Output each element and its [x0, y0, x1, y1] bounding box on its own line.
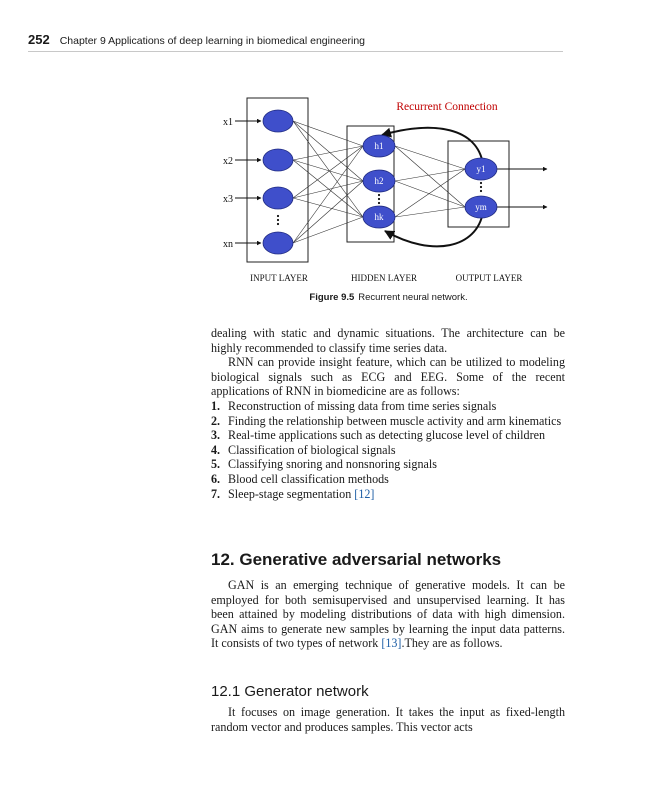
list-item: 2. Finding the relationship between muscle activity and arm kinematics	[211, 413, 562, 428]
recurrent-curve-bottom	[385, 212, 483, 246]
intro-text	[211, 326, 565, 501]
input-hidden-connections	[293, 121, 363, 243]
figure-caption-text: Recurrent neural network.	[358, 292, 468, 303]
generator-text	[211, 705, 565, 734]
recurrent-connection-label: Recurrent Connection	[396, 101, 498, 113]
generator-paragraph: It focuses on image generation. It takes the input as fixed-length random vector and produces samples. This vector acts	[211, 705, 565, 734]
rnn-diagram	[195, 88, 555, 288]
citation-link-13[interactable]: [13]	[381, 636, 402, 651]
output-label-y1: y1	[476, 164, 486, 174]
running-head	[28, 32, 563, 52]
output-arrows	[495, 169, 547, 207]
hidden-output-connections	[395, 146, 465, 217]
figure-caption	[211, 292, 566, 303]
output-label-ym: ym	[475, 202, 487, 212]
rnn-figure	[195, 88, 555, 288]
hidden-label-h1: h1	[374, 141, 384, 151]
layer-label-input: INPUT LAYER	[250, 273, 308, 283]
gan-paragraph: GAN is an emerging technique of generative models. It can be employed for both semisupervised and unsupervised learning. It has been attained by modeling distributions of data with high dimension. GAN aims to generate new samples by learning the input data patterns. It consists of two types of network [13].They are as follows.	[211, 578, 565, 651]
list-item: 7. Sleep-stage segmentation [12]	[211, 486, 375, 501]
layer-label-hidden: HIDDEN LAYER	[351, 273, 417, 283]
subsection-heading-generator: 12.1 Generator network	[211, 683, 369, 700]
input-arrows	[235, 121, 261, 243]
section-heading-gan: 12. Generative adversarial networks	[211, 550, 502, 569]
intro-paragraph-1: dealing with static and dynamic situations. The architecture can be highly recommended to classify time series data.	[211, 326, 565, 355]
figure-caption-label: Figure 9.5	[309, 292, 355, 303]
layer-label-output: OUTPUT LAYER	[455, 273, 523, 283]
list-item: 3. Real-time applications such as detecting glucose level of children	[211, 428, 546, 443]
applications-list	[211, 399, 565, 501]
list-item: 5. Classifying snoring and nonsnoring signals	[211, 457, 437, 472]
list-item: 4. Classification of biological signals	[211, 442, 396, 457]
chapter-title: Chapter 9 Applications of deep learning in biomedical engineering	[59, 35, 365, 47]
gan-text	[211, 578, 565, 651]
list-item: 1. Reconstruction of missing data from time series signals	[211, 398, 497, 413]
input-label-x2: x2	[223, 156, 233, 167]
input-label-xn: xn	[223, 239, 233, 250]
citation-link-12[interactable]: [12]	[354, 486, 375, 501]
intro-paragraph-2: RNN can provide insight feature, which can be utilized to modeling biological signals such as ECG and EEG. Some of the recent applications of RNN in biomedicine are as follows:	[211, 355, 565, 399]
input-label-x3: x3	[223, 194, 233, 205]
input-nodes	[263, 110, 293, 254]
hidden-label-h2: h2	[374, 176, 384, 186]
input-label-x1: x1	[223, 117, 233, 128]
list-item: 6. Blood cell classification methods	[211, 471, 389, 486]
page-number: 252	[28, 32, 50, 47]
hidden-label-hk: hk	[374, 212, 384, 222]
